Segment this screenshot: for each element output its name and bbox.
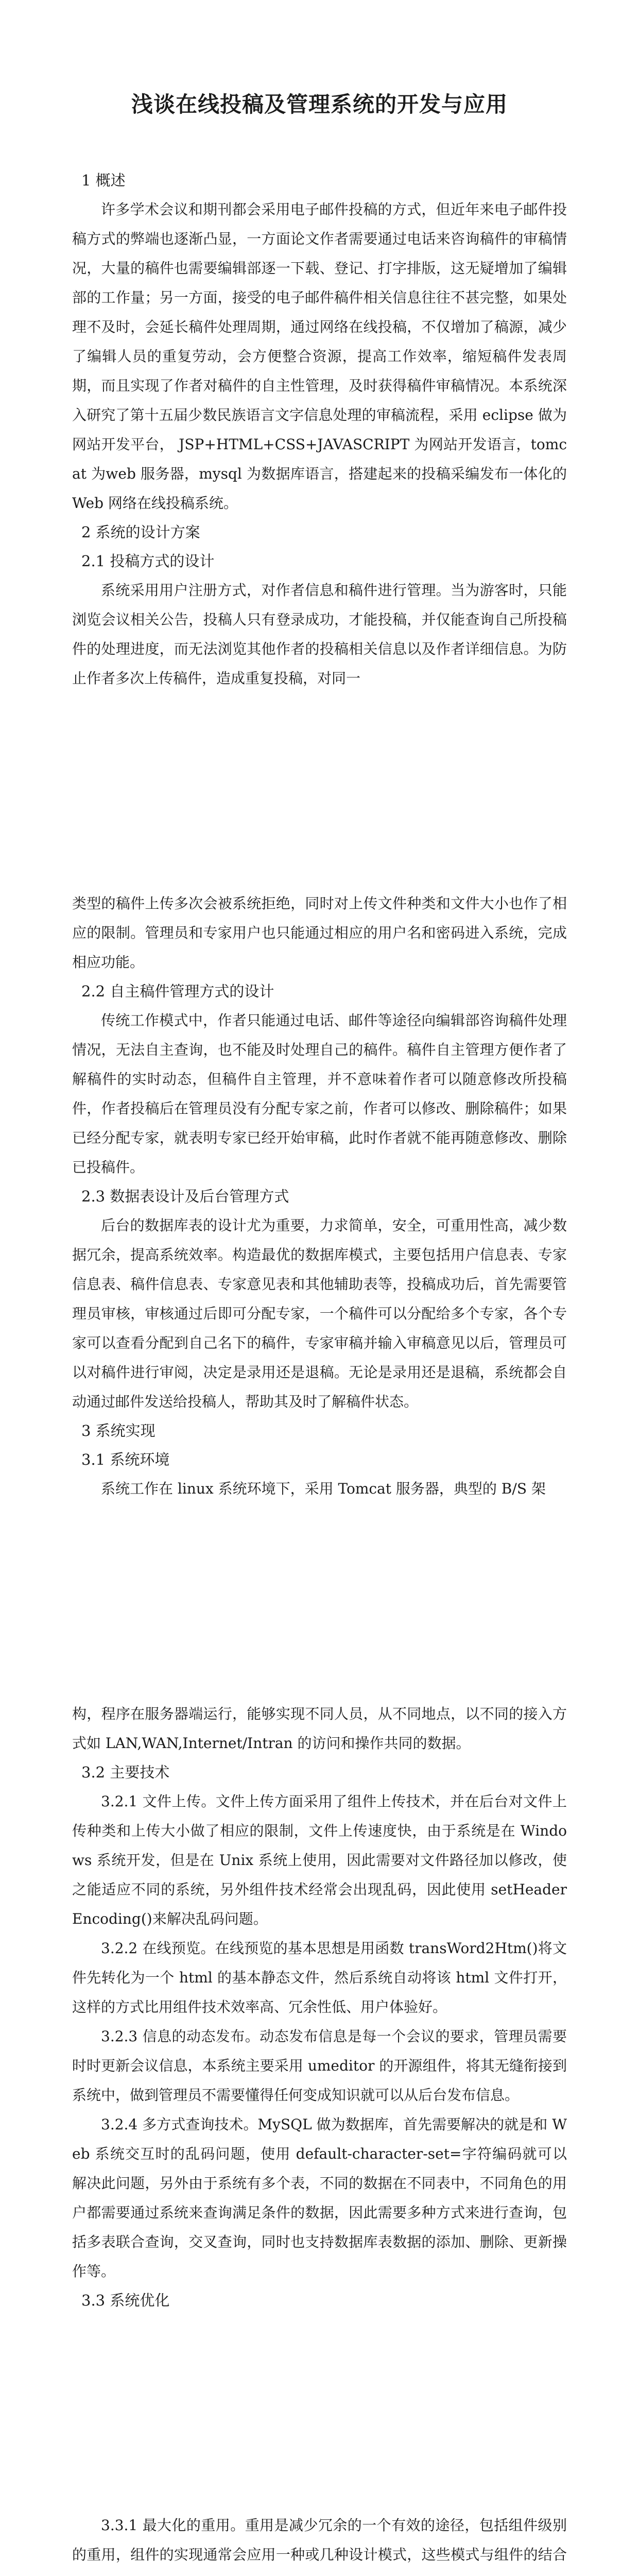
section-1-heading: 1 概述	[81, 172, 126, 189]
page-gap-2	[72, 1503, 567, 1699]
section-2-heading: 2 系统的设计方案	[81, 523, 200, 541]
section-2-1-paragraph-1: 系统采用用户注册方式，对作者信息和稿件进行管理。当为游客时，只能浏览会议相关公告，投稿人只有登录成功，才能投稿，并仅能查询自己所投稿件的处理进度，而无法浏览其他作者的投稿相关信息以及作者详细信息。为防止作者多次上传稿件，造成重复投稿，对同一	[72, 582, 567, 687]
section-2-3-paragraph: 后台的数据库表的设计尤为重要，力求简单，安全，可重用性高，减少数据冗余，提高系统效率。构造最优的数据库模式，主要包括用户信息表、专家信息表、稿件信息表、专家意见表和其他辅助表等，投稿成功后，首先需要管理员审核，审核通过后即可分配专家，一个稿件可以分配给多个专家，各个专家可以查看分配到自己名下的稿件，专家审稿并输入审稿意见以后，管理员可以对稿件进行审阅，决定是录用还是退稿。无论是录用还是退稿，系统都会自动通过邮件发送给投稿人，帮助其及时了解稿件状态。	[72, 1217, 567, 1410]
section-3-heading: 3 系统实现	[81, 1422, 156, 1439]
section-3-3-heading: 3.3 系统优化	[81, 2292, 170, 2309]
section-3-1-heading: 3.1 系统环境	[81, 1451, 170, 1468]
section-3-2-paragraph-3: 3.2.3 信息的动态发布。动态发布信息是每一个会议的要求，管理员需要时时更新会议信息，本系统主要采用 umeditor 的开源组件，将其无缝衔接到系统中，做到管理员不需要懂得任何变成知识就可以从后台发布信息。	[72, 2028, 567, 2104]
section-1-paragraph: 许多学术会议和期刊都会采用电子邮件投稿的方式，但近年来电子邮件投稿方式的弊端也逐渐凸显，一方面论文作者需要通过电话来咨询稿件的审稿情况，大量的稿件也需要编辑部逐一下载、登记、打字排版，这无疑增加了编辑部的工作量；另一方面，接受的电子邮件稿件相关信息往往不甚完整，如果处理不及时，会延长稿件处理周期，通过网络在线投稿，不仅增加了稿源，减少了编辑人员的重复劳动，会方便整合资源，提高工作效率，缩短稿件发表周期，而且实现了作者对稿件的自主性管理，及时获得稿件审稿情况。本系统深入研究了第十五届少数民族语言文字信息处理的审稿流程，采用 eclipse 做为网站开发平台， JSP+HTML+CSS+JAVASCRIPT 为网站开发语言，tomcat 为web 服务器，mysql 为数据库语言，搭建起来的投稿采编发布一体化的 Web 网络在线投稿系统。	[72, 201, 567, 512]
section-2-2-paragraph: 传统工作模式中，作者只能通过电话、邮件等途径向编辑部咨询稿件处理情况，无法自主查询，也不能及时处理自己的稿件。稿件自主管理方便作者了解稿件的实时动态，但稿件自主管理，并不意味着作者可以随意修改所投稿件，作者投稿后在管理员没有分配专家之前，作者可以修改、删除稿件；如果已经分配专家，就表明专家已经开始审稿，此时作者就不能再随意修改、删除已投稿件。	[72, 1012, 567, 1176]
section-3-3-paragraph-1: 3.3.1 最大化的重用。重用是减少冗余的一个有效的途径，包括组件级别的重用，组件的实现通常会应用一种或几种设计模式，这些模式与组件的结合	[72, 2517, 567, 2563]
section-2-2-heading: 2.2 自主稿件管理方式的设计	[81, 982, 274, 1000]
page-gap-3	[72, 2315, 567, 2511]
page-gap-1	[72, 693, 567, 889]
section-2-3-heading: 2.3 数据表设计及后台管理方式	[81, 1188, 289, 1205]
section-3-1-paragraph-2: 构，程序在服务器端运行，能够实现不同人员，从不同地点，以不同的接入方式如 LAN,WAN,Internet/Intran 的访问和操作共同的数据。	[72, 1705, 567, 1752]
section-3-2-paragraph-2: 3.2.2 在线预览。在线预览的基本思想是用函数 transWord2Htm()将文件先转化为一个 html 的基本静态文件，然后系统自动将该 html 文件打开，这样的方式比用组件技术效率高、冗余性低、用户体验好。	[72, 1940, 567, 2015]
page-title: 浅谈在线投稿及管理系统的开发与应用	[131, 92, 508, 117]
section-2-1-paragraph-2: 类型的稿件上传多次会被系统拒绝，同时对上传文件种类和文件大小也作了相应的限制。管理员和专家用户也只能通过相应的用户名和密码进入系统，完成相应功能。	[72, 895, 567, 971]
section-3-2-paragraph-4: 3.2.4 多方式查询技术。MySQL 做为数据库，首先需要解决的就是和 Web 系统交互时的乱码问题，使用 default-character-set=字符编码就可以解决此问题，另外由于系统有多个表，不同的数据在不同表中，不同角色的用户都需要通过系统来查询满足条件的数据，因此需要多种方式来进行查询，包括多表联合查询，交叉查询，同时也支持数据库表数据的添加、删除、更新操作等。	[72, 2116, 567, 2280]
section-2-1-heading: 2.1 投稿方式的设计	[81, 552, 215, 570]
section-3-1-paragraph-1: 系统工作在 linux 系统环境下，采用 Tomcat 服务器，典型的 B/S 架	[101, 1480, 546, 1497]
section-3-2-paragraph-1: 3.2.1 文件上传。文件上传方面采用了组件上传技术，并在后台对文件上传种类和上传大小做了相应的限制，文件上传速度快，由于系统是在 Windows 系统开发，但是在 Unix 系统上使用，因此需要对文件路径加以修改，使之能适应不同的系统，另外组件技术经常会出现乱码，因此使用 setHeaderEncoding()来解决乱码问题。	[72, 1793, 567, 1927]
section-3-2-heading: 3.2 主要技术	[81, 1764, 170, 1781]
